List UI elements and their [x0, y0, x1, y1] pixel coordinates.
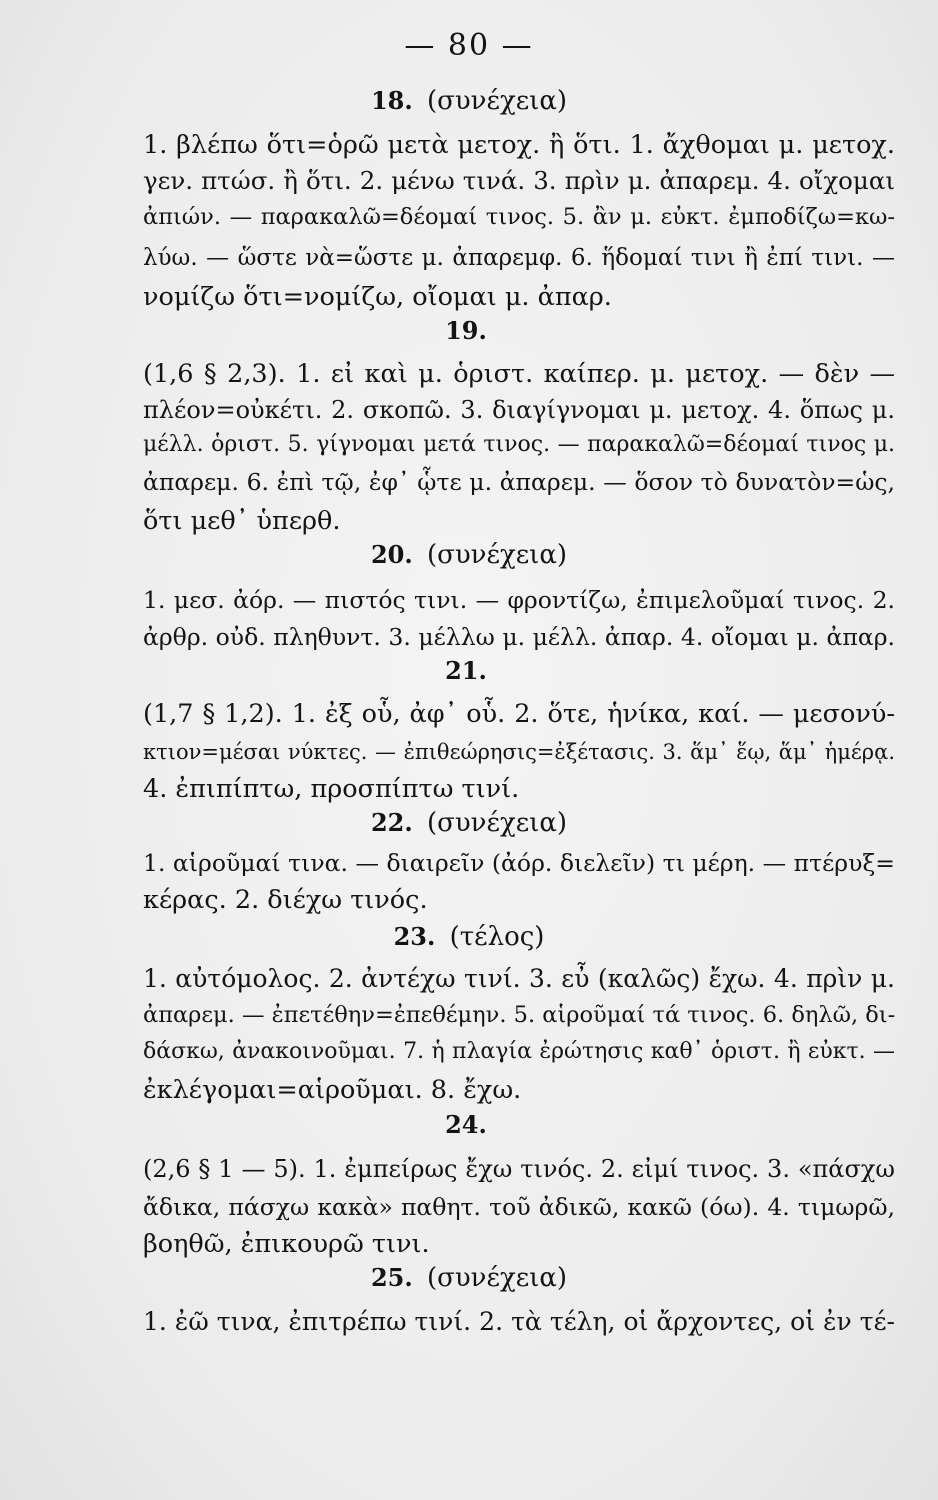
text-line: δάσκω, ἀνακοινοῦμαι. 7. ἡ πλαγία ἐρώτησις καθ᾽ ὁριστ. ἢ εὐκτ. — [143, 1039, 895, 1064]
section-title: (τέλος) [449, 922, 545, 952]
section-number: 19. [445, 316, 487, 345]
text-line: (2,6 § 1 — 5). 1. ἐμπείρως ἔχω τινός. 2. εἰμί τινος. 3. «πάσχω [143, 1155, 895, 1183]
text-line: ἄδικα, πάσχω κακὰ» παθητ. τοῦ ἀδικῶ, κακῶ (όω). 4. τιμωρῶ, [143, 1193, 895, 1221]
section-heading [0, 808, 938, 838]
section-heading [0, 540, 938, 570]
text-line: λύω. — ὥστε νὰ=ὥστε μ. ἀπαρεμφ. 6. ἥδομαί τινι ἢ ἐπί τινι. — [143, 245, 895, 271]
section-heading [0, 86, 938, 116]
section-number: 22. [370, 808, 413, 837]
text-line: 4. ἐπιπίπτω, προσπίπτω τινί. [143, 774, 520, 804]
section-heading [0, 922, 938, 952]
text-line: κτιον=μέσαι νύκτες. — ἐπιθεώρησις=ἐξέτασις. 3. ἅμ᾽ ἕῳ, ἅμ᾽ ἡμέρᾳ. [143, 740, 895, 764]
section-number: 18. [370, 86, 413, 115]
text-line: (1,6 § 2,3). 1. εἰ καὶ μ. ὁριστ. καίπερ. μ. μετοχ. — δὲν — [143, 359, 895, 389]
text-line: ἀπαρεμ. — ἐπετέθην=ἐπεθέμην. 5. αἱροῦμαί τά τινος. 6. δηλῶ, δι- [143, 1002, 896, 1028]
section-number: 21. [445, 656, 487, 685]
section-heading [0, 316, 938, 346]
text-line: 1. αἱροῦμαί τινα. — διαιρεῖν (ἀόρ. διελεῖν) τι μέρη. — πτέρυξ= [143, 849, 895, 877]
page-number: — 80 — [404, 28, 534, 63]
text-line: μέλλ. ὁριστ. 5. γίγνομαι μετά τινος. — παρακαλῶ=δέομαί τινος μ. [143, 432, 895, 457]
text-line: βοηθῶ, ἐπικουρῶ τινι. [143, 1229, 430, 1259]
text-line: ἀρθρ. οὐδ. πληθυντ. 3. μέλλω μ. μέλλ. ἀπαρ. 4. οἴομαι μ. ἀπαρ. [143, 623, 895, 651]
text-line: ἀπιών. — παρακαλῶ=δέομαί τινος. 5. ἂν μ. εὐκτ. ἐμποδίζω=κω- [143, 204, 895, 230]
text-line: 1. ἐῶ τινα, ἐπιτρέπω τινί. 2. τὰ τέλη, οἱ ἄρχοντες, οἱ ἐν τέ- [143, 1307, 895, 1336]
section-number: 23. [393, 922, 436, 951]
section-heading [0, 656, 938, 686]
section-title: (συνέχεια) [426, 540, 568, 570]
text-line: 1. μεσ. ἀόρ. — πιστός τινι. — φροντίζω, ἐπιμελοῦμαί τινος. 2. [143, 586, 895, 614]
section-number: 25. [370, 1263, 413, 1292]
text-line: 1. αὐτόμολος. 2. ἀντέχω τινί. 3. εὖ (καλῶς) ἔχω. 4. πρὶν μ. [143, 964, 895, 993]
text-line: ἐκλέγομαι=αἱροῦμαι. 8. ἔχω. [143, 1075, 522, 1105]
text-line: ὅτι μεθ᾽ ὑπερθ. [143, 506, 341, 536]
section-number: 24. [445, 1110, 487, 1139]
section-title: (συνέχεια) [426, 86, 568, 116]
text-line: ἀπαρεμ. 6. ἐπὶ τῷ, ἐφ᾽ ᾧτε μ. ἀπαρεμ. — ὅσον τὸ δυνατὸν=ὡς, [143, 468, 895, 496]
text-line: πλέον=οὐκέτι. 2. σκοπῶ. 3. διαγίγνομαι μ. μετοχ. 4. ὅπως μ. [143, 396, 895, 424]
text-line: νομίζω ὅτι=νομίζω, οἴομαι μ. ἀπαρ. [143, 282, 612, 312]
section-title: (συνέχεια) [426, 808, 568, 838]
text-line: κέρας. 2. διέχω τινός. [143, 885, 428, 915]
section-number: 20. [370, 540, 413, 569]
text-line: (1,7 § 1,2). 1. ἐξ οὗ, ἀφ᾽ οὗ. 2. ὅτε, ἡνίκα, καί. — μεσονύ- [143, 699, 895, 729]
section-title: (συνέχεια) [426, 1263, 568, 1293]
section-heading [0, 1263, 938, 1293]
text-line: γεν. πτώσ. ἢ ὅτι. 2. μένω τινά. 3. πρὶν μ. ἀπαρεμ. 4. οἴχομαι [143, 166, 895, 195]
section-heading [0, 1110, 938, 1140]
text-line: 1. βλέπω ὅτι=ὁρῶ μετὰ μετοχ. ἢ ὅτι. 1. ἄχθομαι μ. μετοχ. [143, 130, 895, 160]
